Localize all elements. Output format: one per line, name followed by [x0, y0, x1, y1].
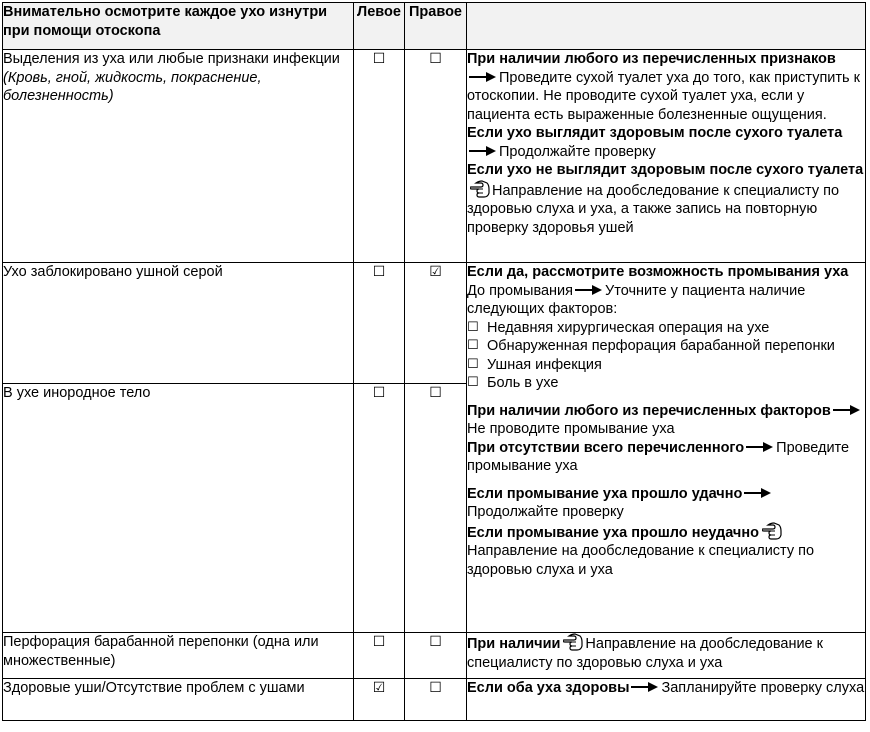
action-block [467, 282, 865, 319]
table-row [3, 50, 866, 263]
pointing-hand-icon [470, 180, 490, 198]
arrow-right-icon [575, 284, 603, 296]
action-condition: Если да, рассмотрите возможность промывания уха [467, 264, 849, 280]
header-action-blank [467, 3, 866, 50]
header-right-ear: Правое [405, 3, 467, 50]
arrow-right-icon [746, 441, 774, 453]
action-block [467, 124, 865, 161]
factor-checkbox[interactable]: ☐ [467, 356, 479, 372]
row-label: Ухо заблокировано ушной серой [3, 264, 223, 280]
action-condition: Если промывание уха прошло удачно [467, 485, 743, 502]
action-condition: Если оба уха здоровы [467, 680, 630, 696]
header-title: Внимательно осмотрите каждое ухо изнутри при помощи отоскопа [3, 3, 354, 50]
factor-label: Обнаруженная перфорация барабанной перепонки [487, 338, 835, 354]
row-label: В ухе инородное тело [3, 385, 151, 401]
left-ear-checkbox[interactable]: ☑ [354, 679, 405, 721]
factor-item [467, 356, 865, 375]
action-text: Не проводите промывание уха [467, 421, 675, 437]
right-ear-checkbox[interactable]: ☐ [405, 384, 467, 633]
action-cell-wax-foreign-body [467, 263, 866, 633]
row-label-note: (Кровь, гной, жидкость, покраснение, болезненность) [3, 69, 262, 104]
action-cell-perforation [467, 633, 866, 679]
row-label: Перфорация барабанной перепонки (одна или множественные) [3, 634, 319, 669]
row-label: Здоровые уши/Отсутствие проблем с ушами [3, 680, 305, 696]
factor-checkbox[interactable]: ☐ [467, 338, 479, 353]
action-text: Направление на дообследование к специалисту по здоровью слуха и уха, а также запись на повторную проверку здоровья ушей [467, 182, 840, 236]
action-text: Продолжайте проверку [467, 504, 624, 520]
arrow-right-icon [631, 681, 659, 693]
row-description [3, 633, 354, 679]
arrow-right-icon [469, 71, 497, 83]
action-block [467, 50, 865, 124]
action-block [467, 402, 865, 439]
pointing-hand-icon [563, 633, 583, 651]
left-ear-checkbox[interactable]: ☐ [354, 50, 405, 263]
right-ear-checkbox[interactable]: ☐ [405, 50, 467, 263]
action-condition: Если ухо не выглядит здоровым после сухого туалета [467, 162, 864, 178]
header-row [3, 3, 866, 50]
action-text: Продолжайте проверку [499, 143, 656, 160]
table-row [3, 263, 866, 384]
action-text: Направление на дообследование к специалисту по здоровью слуха и уха [467, 543, 815, 578]
right-ear-checkbox[interactable]: ☐ [405, 679, 467, 721]
left-ear-checkbox[interactable]: ☐ [354, 633, 405, 679]
row-description [3, 679, 354, 721]
action-condition: При наличии [467, 636, 561, 652]
spacer [467, 393, 865, 402]
action-condition: При отсутствии всего перечисленного [467, 439, 745, 456]
action-cell-infection [467, 50, 866, 263]
right-ear-checkbox[interactable]: ☑ [405, 263, 467, 384]
factor-label: Боль в ухе [487, 375, 559, 391]
row-description [3, 384, 354, 633]
right-ear-checkbox[interactable]: ☐ [405, 633, 467, 679]
action-block [467, 522, 865, 580]
arrow-right-icon [833, 404, 861, 416]
action-condition: Если ухо выглядит здоровым после сухого туалета [467, 125, 843, 141]
action-text: Проведите промывание уха [467, 439, 850, 474]
factor-item [467, 319, 865, 338]
action-block [467, 485, 865, 522]
action-text: До промывания [467, 282, 574, 299]
action-text: Запланируйте проверку слуха [661, 680, 865, 696]
action-text: Направление на дообследование к специалисту по здоровью слуха и уха [467, 636, 823, 671]
otoscope-checklist-table [2, 2, 866, 721]
row-description [3, 50, 354, 263]
factor-item [467, 374, 865, 393]
pointing-hand-icon [762, 522, 782, 540]
left-ear-checkbox[interactable]: ☐ [354, 384, 405, 633]
action-block [467, 439, 865, 476]
table-row [3, 633, 866, 679]
action-text: Проведите сухой туалет уха до того, как приступить к отоскопии. Не проводите сухой туалет уха, если у пациента есть выраженные болезненные ощущения. [467, 69, 860, 123]
arrow-right-icon [744, 487, 772, 499]
left-ear-checkbox[interactable]: ☐ [354, 263, 405, 384]
arrow-right-icon [469, 145, 497, 157]
header-left-ear: Левое [354, 3, 405, 50]
factor-label: Ушная инфекция [487, 356, 602, 373]
action-condition: При наличии любого из перечисленных факторов [467, 402, 831, 419]
action-condition: Если промывание уха прошло неудачно [467, 524, 759, 541]
action-block [467, 161, 865, 237]
factor-checkbox[interactable]: ☐ [467, 375, 479, 390]
factor-label: Недавняя хирургическая операция на ухе [487, 319, 770, 336]
row-label: Выделения из уха или любые признаки инфекции [3, 51, 340, 67]
action-condition: При наличии любого из перечисленных признаков [467, 51, 836, 67]
action-text: Уточните у пациента наличие следующих факторов: [467, 282, 806, 317]
table-row [3, 679, 866, 721]
action-cell-healthy [467, 679, 866, 721]
row-description [3, 263, 354, 384]
factor-checkbox[interactable]: ☐ [467, 319, 479, 335]
spacer [467, 476, 865, 485]
factor-item [467, 337, 865, 356]
